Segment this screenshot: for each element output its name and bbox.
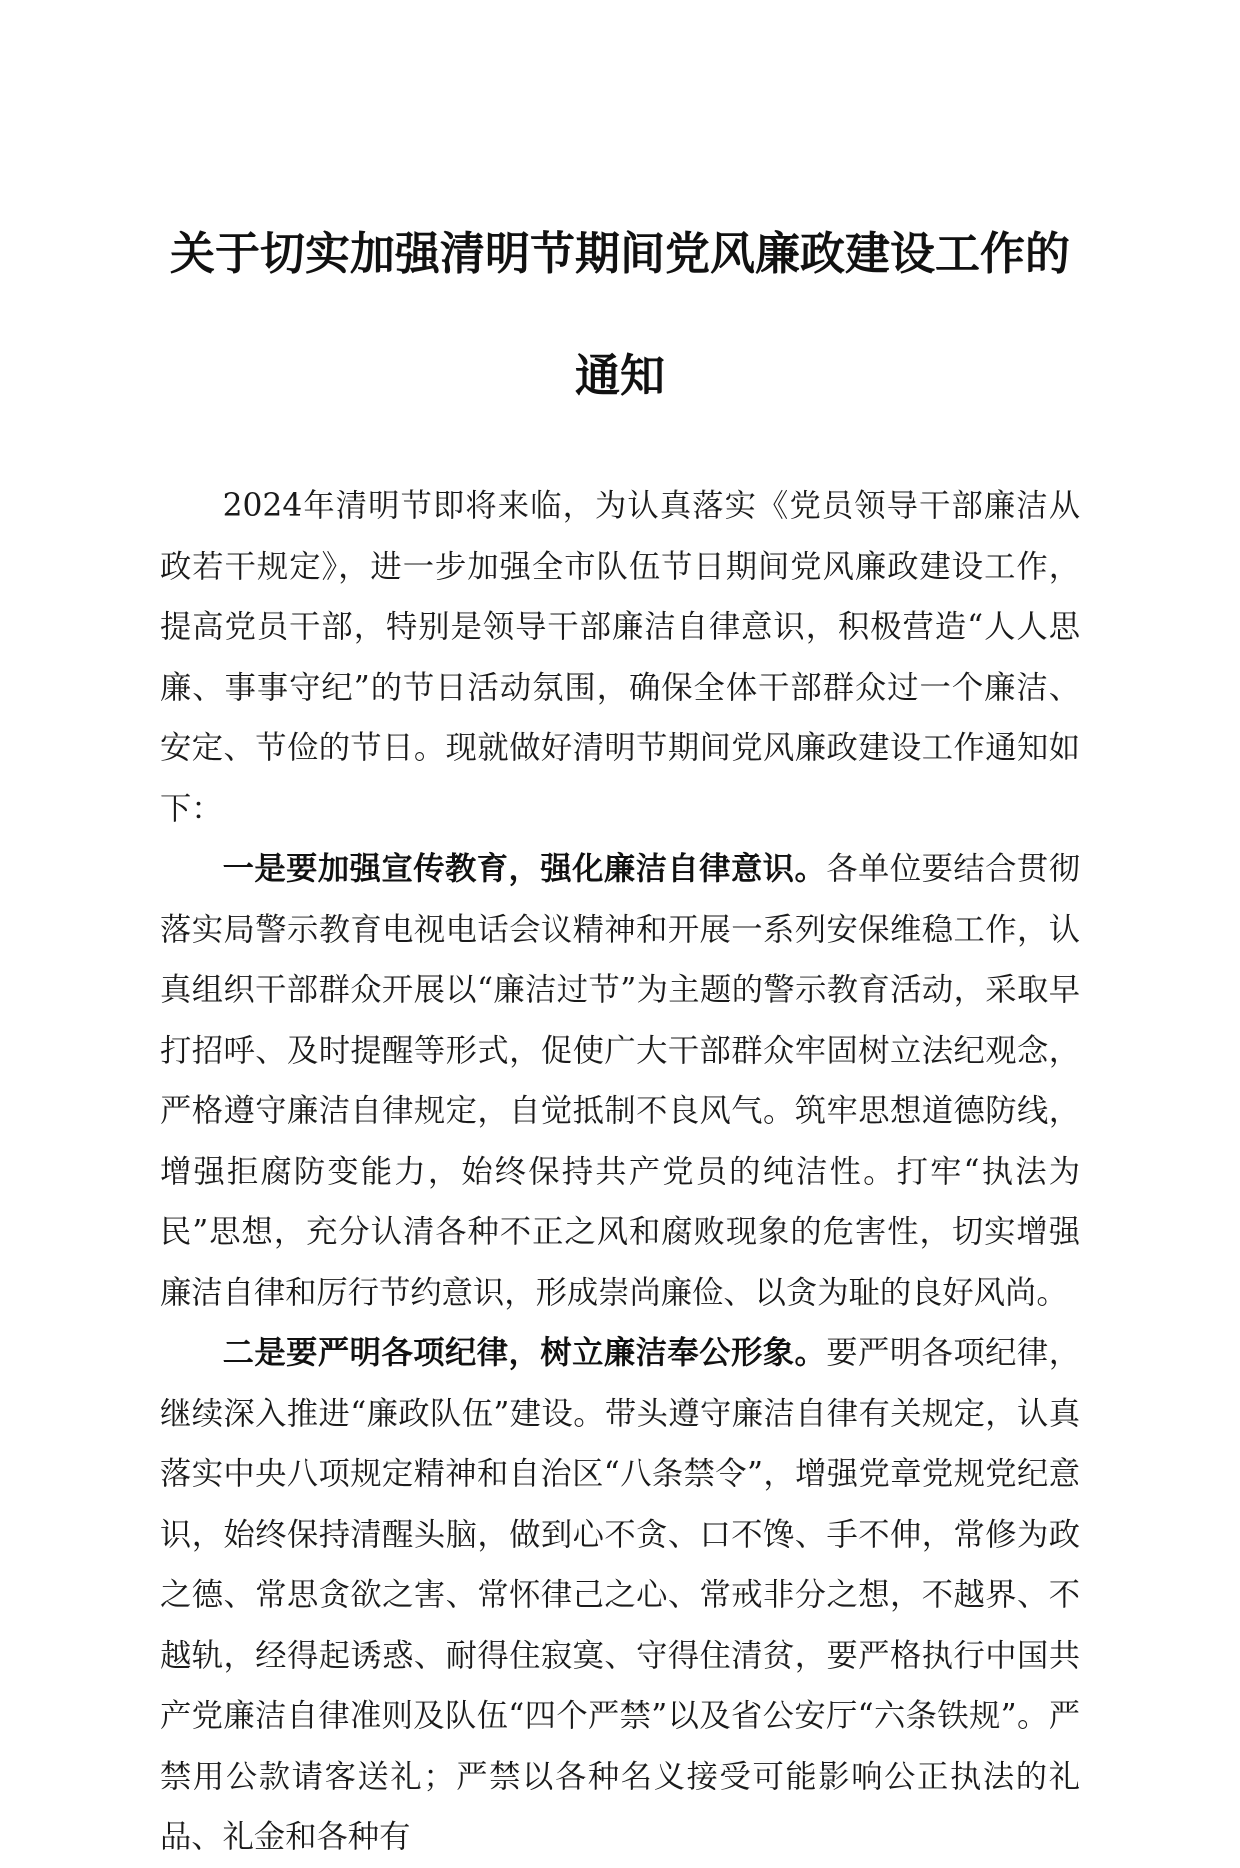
paragraph-lead: 二是要严明各项纪律，树立廉洁奉公形象。 (222, 1335, 827, 1371)
paragraph-point-2 (160, 1323, 1080, 1868)
paragraph-lead: 一是要加强宣传教育，强化廉洁自律意识。 (222, 851, 827, 887)
paragraph-text: 要严明各项纪律，继续深入推进“廉政队伍”建设。带头遵守廉洁自律有关规定，认真落实中央八项规定精神和自治区“八条禁令”，增强党章党规党纪意识，始终保持清醒头脑，做到心不贪、口不馋、手不伸，常修为政之德、常思贪欲之害、常怀律己之心、常戒非分之想，不越界、不越轨，经得起诱惑、耐得住寂寞、守得住清贫，要严格执行中国共产党廉洁自律准则及队伍“四个严禁”以及省公安厅“六条铁规”。严禁用公款请客送礼；严禁以各种名义接受可能影响公正执法的礼品、礼金和各种有 (160, 1335, 1080, 1855)
document-title-line-2: 通知 (574, 349, 665, 402)
document-body (160, 476, 1080, 1868)
paragraph-text: 各单位要结合贯彻落实局警示教育电视电话会议精神和开展一系列安保维稳工作，认真组织干部群众开展以“廉洁过节”为主题的警示教育活动，采取早打招呼、及时提醒等形式，促使广大干部群众牢固树立法纪观念，严格遵守廉洁自律规定，自觉抵制不良风气。筑牢思想道德防线，增强拒腐防变能力，始终保持共产党员的纯洁性。打牢“执法为民”思想，充分认清各种不正之风和腐败现象的危害性，切实增强廉洁自律和厉行节约意识，形成崇尚廉俭、以贪为耻的良好风尚。 (160, 851, 1080, 1311)
paragraph-text: 2024年清明节即将来临，为认真落实《党员领导干部廉洁从政若干规定》，进一步加强全市队伍节日期间党风廉政建设工作，提高党员干部，特别是领导干部廉洁自律意识，积极营造“人人思廉、事事守纪”的节日活动氛围，确保全体干部群众过一个廉洁、安定、节俭的节日。现就做好清明节期间党风廉政建设工作通知如下： (160, 488, 1080, 827)
paragraph-point-1 (160, 839, 1080, 1323)
document-title-line-1: 关于切实加强清明节期间党风廉政建设工作的 (169, 227, 1070, 280)
paragraph-intro (160, 476, 1080, 839)
